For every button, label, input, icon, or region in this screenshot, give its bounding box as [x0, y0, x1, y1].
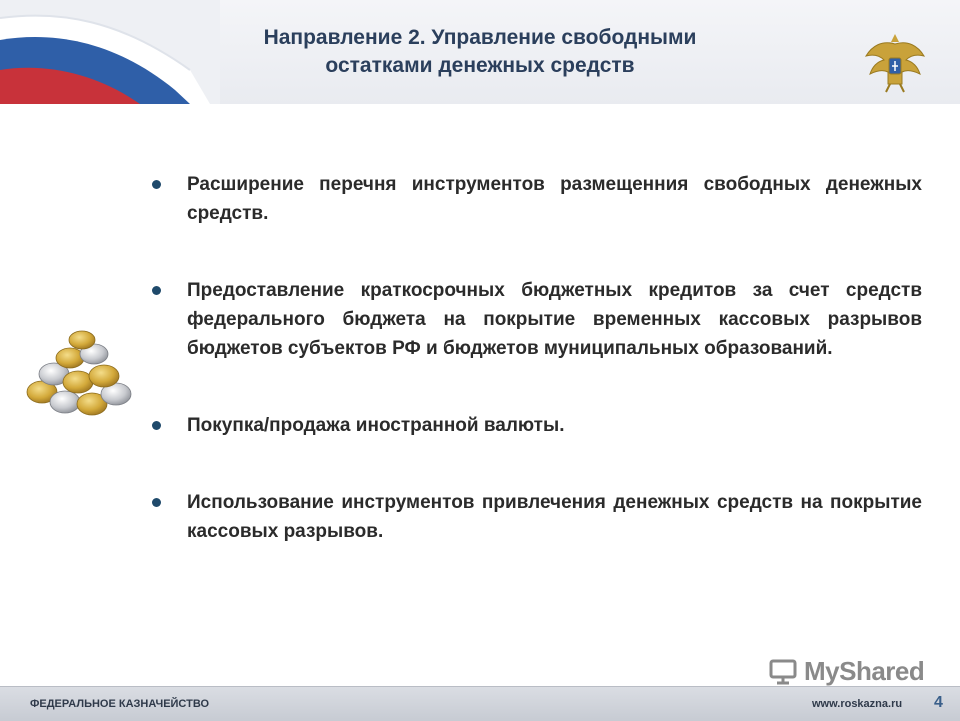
bullet-text: Предоставление краткосрочных бюджетных кредитов за счет средств федерального бюджета на покрытие временных кассовых разрывов бюджетов субъектов РФ и бюджетов муниципальных образований.	[187, 280, 922, 359]
footer-website: www.roskazna.ru	[812, 698, 903, 710]
myshared-watermark	[768, 656, 928, 690]
bullet-list	[152, 168, 922, 546]
page-number: 4	[934, 694, 943, 711]
bullet-dot	[152, 498, 161, 507]
bullet-dot	[152, 286, 161, 295]
page-title	[170, 24, 790, 80]
presentation-icon	[768, 658, 798, 686]
coin-pile-image	[20, 322, 140, 422]
double-headed-eagle-emblem	[860, 26, 930, 96]
bullet-item	[152, 411, 922, 440]
bullet-text: Расширение перечня инструментов размещенния свободных денежных средств.	[187, 174, 922, 224]
bullet-text: Использование инструментов привлечения денежных средств на покрытие кассовых разрывов.	[187, 492, 922, 542]
bullet-text: Покупка/продажа иностранной валюты.	[187, 415, 565, 436]
slide-header	[0, 0, 960, 104]
bullet-item	[152, 170, 922, 228]
bullet-item	[152, 276, 922, 363]
title-line-1: Направление 2. Управление свободными	[263, 26, 697, 49]
bullet-dot	[152, 421, 161, 430]
slide-footer	[0, 686, 960, 721]
bullet-item	[152, 488, 922, 546]
footer-org-name: ФЕДЕРАЛЬНОЕ КАЗНАЧЕЙСТВО	[30, 698, 210, 710]
watermark-text: MyShared	[804, 656, 925, 686]
title-line-2: остатками денежных средств	[325, 54, 635, 77]
bullet-dot	[152, 180, 161, 189]
